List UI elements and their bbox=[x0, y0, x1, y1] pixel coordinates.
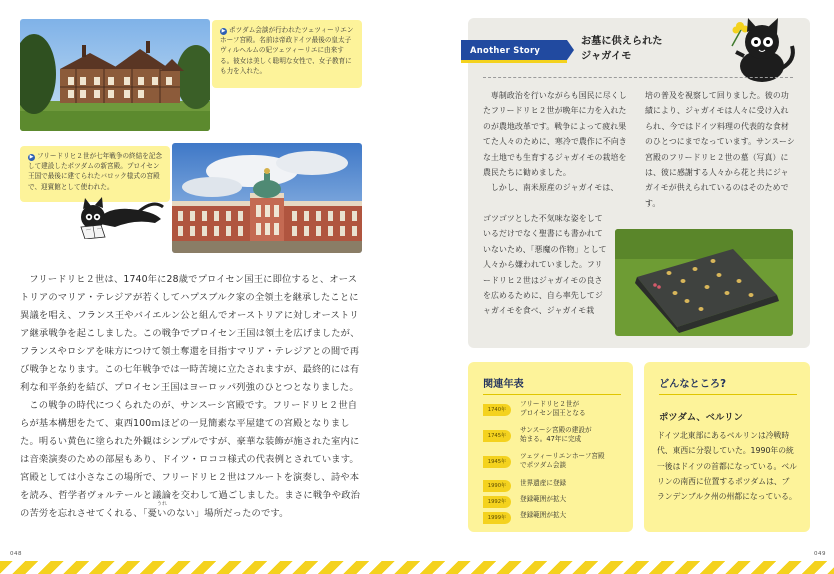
year-pill: 1745年 bbox=[483, 430, 511, 442]
timeline-heading: 関連年表 bbox=[483, 379, 524, 390]
cecilienhof-palace-photo bbox=[20, 19, 210, 131]
new-palace-caption: ▶ フリードリヒ２世が七年戦争の終結を記念して建設したポツダムの新宮殿。プロイセン王国で最後に建てられたバロック様式の宮殿で、迎賓館として使われた。 bbox=[20, 146, 170, 202]
timeline-event: 登録範囲が拡大 bbox=[520, 511, 567, 519]
arrow-right-icon: ▶ bbox=[29, 154, 34, 160]
main-body-text bbox=[20, 271, 363, 523]
timeline-row bbox=[483, 426, 623, 450]
new-palace-photo bbox=[172, 143, 362, 253]
story-column-1-narrow: ゴツゴツとした不気味な姿をしているだけでなく聖書にも書かれていないため、「悪魔の作物」として人々から嫌われていました。フリードリヒ２世はジャガイモの良さを広めるために、自ら率先してジャガイモを食べ、ジャガイモ栽 bbox=[483, 214, 607, 316]
page-number-left: 048 bbox=[10, 551, 22, 557]
page-number-right: 049 bbox=[814, 551, 826, 557]
story-title: お墓に供えられた ジャガイモ bbox=[581, 36, 663, 62]
place-heading: どんなところ? bbox=[659, 379, 727, 390]
place-rule bbox=[659, 394, 797, 395]
cat-with-flower-illustration bbox=[722, 16, 800, 82]
grave-potatoes-photo bbox=[615, 229, 793, 336]
story-divider bbox=[483, 77, 793, 78]
timeline-event: サンスーシ宮殿の建設が 始まる。47年に完成 bbox=[520, 426, 592, 444]
body-paragraph-1: フリードリヒ２世は、1740年に28歳でプロイセン国王に即位すると、オーストリアのマリア・テレジアが若くしてハプスブルク家の全領土を継承したことに異議を唱え、フランス王やバイエルン公と組んでオーストリアに対しオーストリア継承戦争を起こしました。この戦争でプロイセン王国は領土を広げましたが、フランスやロシアを味方につけて領土奪還を目指すマリア・テレジアとの間で再び戦争となります。この七年戦争では一時苦境に立たされますが、最終的には有利な和平条約を結び、プロイセン王国はヨーロッパ列強のひとつとなりました。 bbox=[20, 274, 360, 393]
ruby-highlight: うれ 憂いのない bbox=[147, 501, 195, 519]
year-pill: 1992年 bbox=[483, 496, 511, 508]
year-pill: 1990年 bbox=[483, 480, 511, 492]
cecilienhof-caption: ▶ ポツダム会談が行われたツェツィーリエンホーフ宮殿。名前は帝政ドイツ最後の皇太子ヴィルヘルムの妃ツェツィーリエに由来する。彼女は美しく聡明な女性で、女子教育にも力を入れた。 bbox=[212, 20, 362, 88]
cat-reading-illustration bbox=[75, 193, 165, 239]
timeline-row bbox=[483, 508, 623, 532]
bottom-stripe-bar bbox=[0, 561, 834, 574]
timeline-event: フリードリヒ２世が プロイセン国王となる bbox=[520, 400, 586, 418]
story-tag-accent bbox=[461, 60, 567, 63]
another-story-tag: Another Story bbox=[461, 40, 567, 60]
body-paragraph-2: この戦争の時代につくられたのが、サンスーシ宮殿です。フリードリヒ２世自らが基本構想をたて、東西100ｍほどの一見簡素な平屋建ての宮殿となりました。明るい黄色に塗られた外観はシンプルですが、豪華な装飾が施された室内には音楽演奏のための部屋もあり、ドイツ・ロココ様式の代表例とされています。宮殿としては小さなこの場所で、フリードリヒ２世はフルートを演奏し、詩や本を読み、哲学者ヴォルテールと議論を交わして過ごしました。まさに戦争や政治の苦労を忘れさせてくれる、「 うれ 憂いのない」場所だったのです。 bbox=[20, 400, 361, 519]
year-pill: 1945年 bbox=[483, 456, 511, 468]
timeline-list bbox=[473, 400, 633, 530]
place-description: ドイツ北東部にあるベルリンは冷戦時代、東西に分裂していた。1990年の統一後はドイツの首都になっている。ベルリンの南西に位置するポツダムは、ブランデンブルク州の州都になっている。 bbox=[657, 431, 797, 502]
timeline-event: 登録範囲が拡大 bbox=[520, 495, 567, 503]
story-column-1: 専制政治を行いながらも国民に尽くしたフリードリヒ２世が晩年に力を入れたのが農地改革です。戦争によって疲れ果てた人々のために、寒冷で農作に不向きな土地でも生育するジャガイモの栽培を農民たちに勧めました。 しかし、南米原産のジャガイモは、 bbox=[483, 91, 627, 193]
place-name: ポツダム、ベルリン bbox=[659, 412, 743, 423]
arrow-right-icon: ▶ bbox=[221, 28, 226, 34]
timeline-row bbox=[483, 400, 623, 424]
timeline-event: 世界遺産に登録 bbox=[520, 479, 567, 487]
year-pill: 1999年 bbox=[483, 512, 511, 524]
timeline-row bbox=[483, 452, 623, 476]
timeline-event: ツェツィーリエンホーフ宮殿 でポツダム会談 bbox=[520, 452, 605, 470]
right-page bbox=[417, 0, 834, 574]
story-column-2: 培の普及を視察して回りました。彼の功績により、ジャガイモは人々に受け入れられ、今ではドイツ料理の代表的な食材のひとつにまでなっています。サンスーシ宮殿のフリードリヒ２世の墓（写真）には、彼に感謝する人々から花と共にジャガイモが供えられているのはそのためです。 bbox=[645, 91, 795, 208]
timeline-rule bbox=[483, 394, 621, 395]
year-pill: 1740年 bbox=[483, 404, 511, 416]
